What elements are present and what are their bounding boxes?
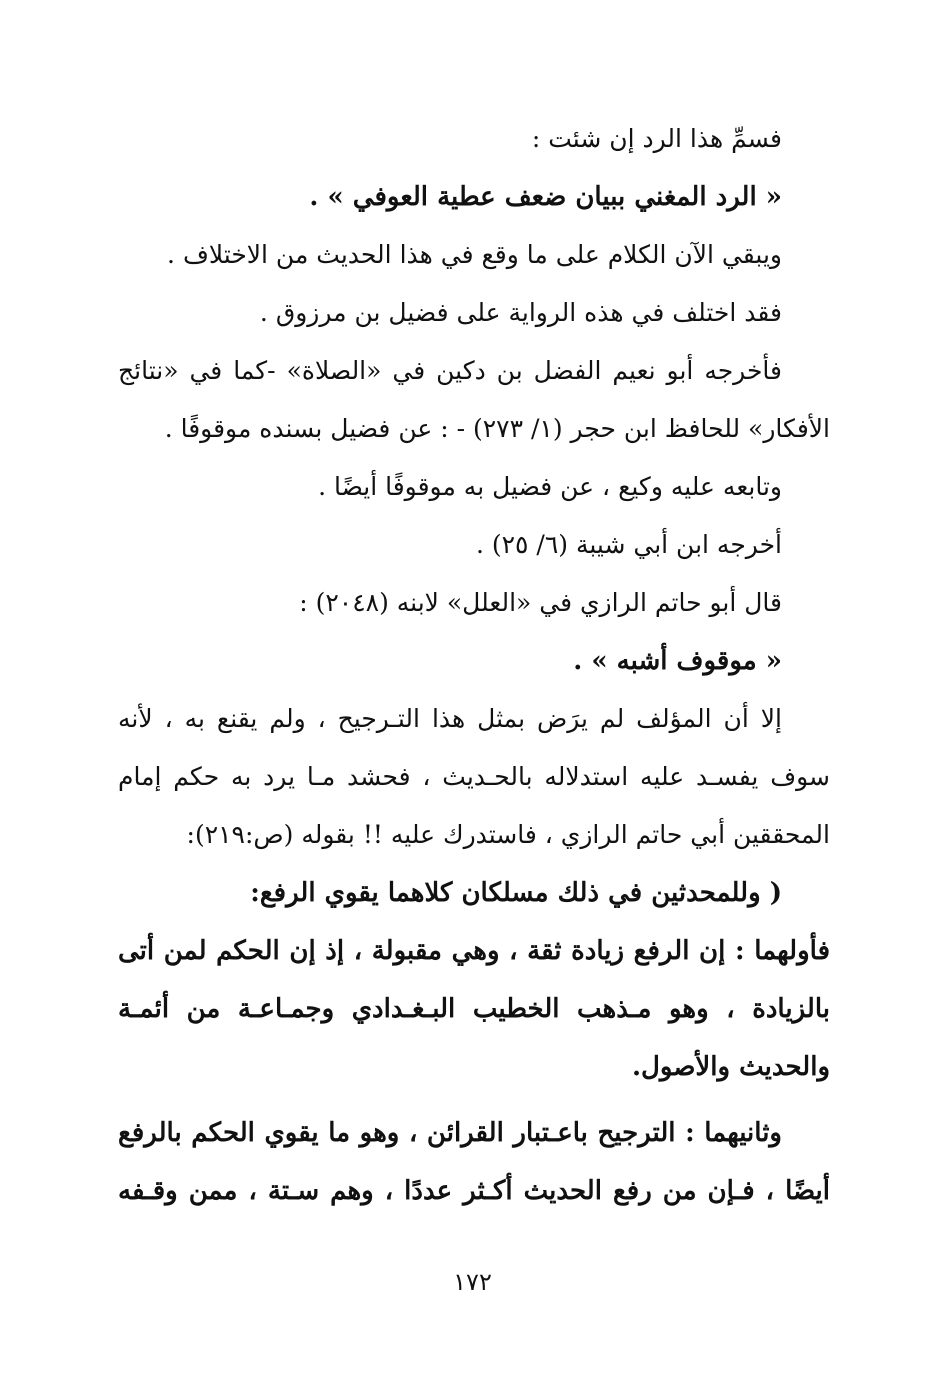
text-line-quote: بالزيادة ، وهو مـذهب الخطيب البـغـدادي وجمـاعـة من أئمـة (118, 994, 830, 1024)
text-line: إلا أن المؤلف لم يرَض بمثل هذا التـرجيح ، ولم يقنع به ، لأنه (118, 704, 782, 733)
text-line-quote: « موقوف أشبه » . (573, 646, 782, 676)
text-line-quote: والحديث والأصول. (631, 1052, 830, 1082)
paragraph-gap (118, 1096, 830, 1104)
page-number: ١٧٢ (453, 1268, 492, 1296)
text-line: المحققين أبي حاتم الرازي ، فاستدرك عليه !! بقوله (ص:٢١٩): (186, 820, 830, 849)
text-line-quote: وثانيهما : الترجيح باعـتبار القرائن ، وهو ما يقوي الحكم بالرفع (118, 1118, 782, 1148)
page-body-text (118, 110, 830, 1220)
text-line: فأخرجه أبو نعيم الفضل بن دكين في «الصلاة» -كما في «نتائج (118, 356, 782, 385)
text-line-book-title: « الرد المغني ببيان ضعف عطية العوفي » . (309, 182, 782, 212)
text-line: أخرجه ابن أبي شيبة (٦/ ٢٥) . (475, 530, 782, 559)
text-line: فسمِّ هذا الرد إن شئت : (531, 124, 782, 153)
text-line: وتابعه عليه وكيع ، عن فضيل به موقوفًا أيضًا . (318, 472, 782, 501)
text-line-quote: أيضًا ، فـإن من رفع الحديث أكـثر عددًا ، وهم سـتة ، ممن وقـفه (118, 1176, 830, 1206)
text-line: الأفكار» للحافظ ابن حجر (١/ ٢٧٣) - : عن فضيل بسنده موقوفًا . (164, 414, 830, 443)
text-line-quote: ( وللمحدثين في ذلك مسلكان كلاهما يقوي الرفع: (250, 878, 782, 908)
text-line: سوف يفسـد عليه استدلاله بالحـديث ، فحشد مـا يرد به حكم إمام (118, 762, 830, 791)
text-line: قال أبو حاتم الرازي في «العلل» لابنه (٢٠٤٨) : (299, 588, 782, 617)
text-line-quote: فأولهما : إن الرفع زيادة ثقة ، وهي مقبولة ، إذ إن الحكم لمن أتى (118, 936, 830, 966)
text-line: ويبقي الآن الكلام على ما وقع في هذا الحديث من الاختلاف . (167, 240, 782, 269)
text-line: فقد اختلف في هذه الرواية على فضيل بن مرزوق . (259, 298, 782, 327)
